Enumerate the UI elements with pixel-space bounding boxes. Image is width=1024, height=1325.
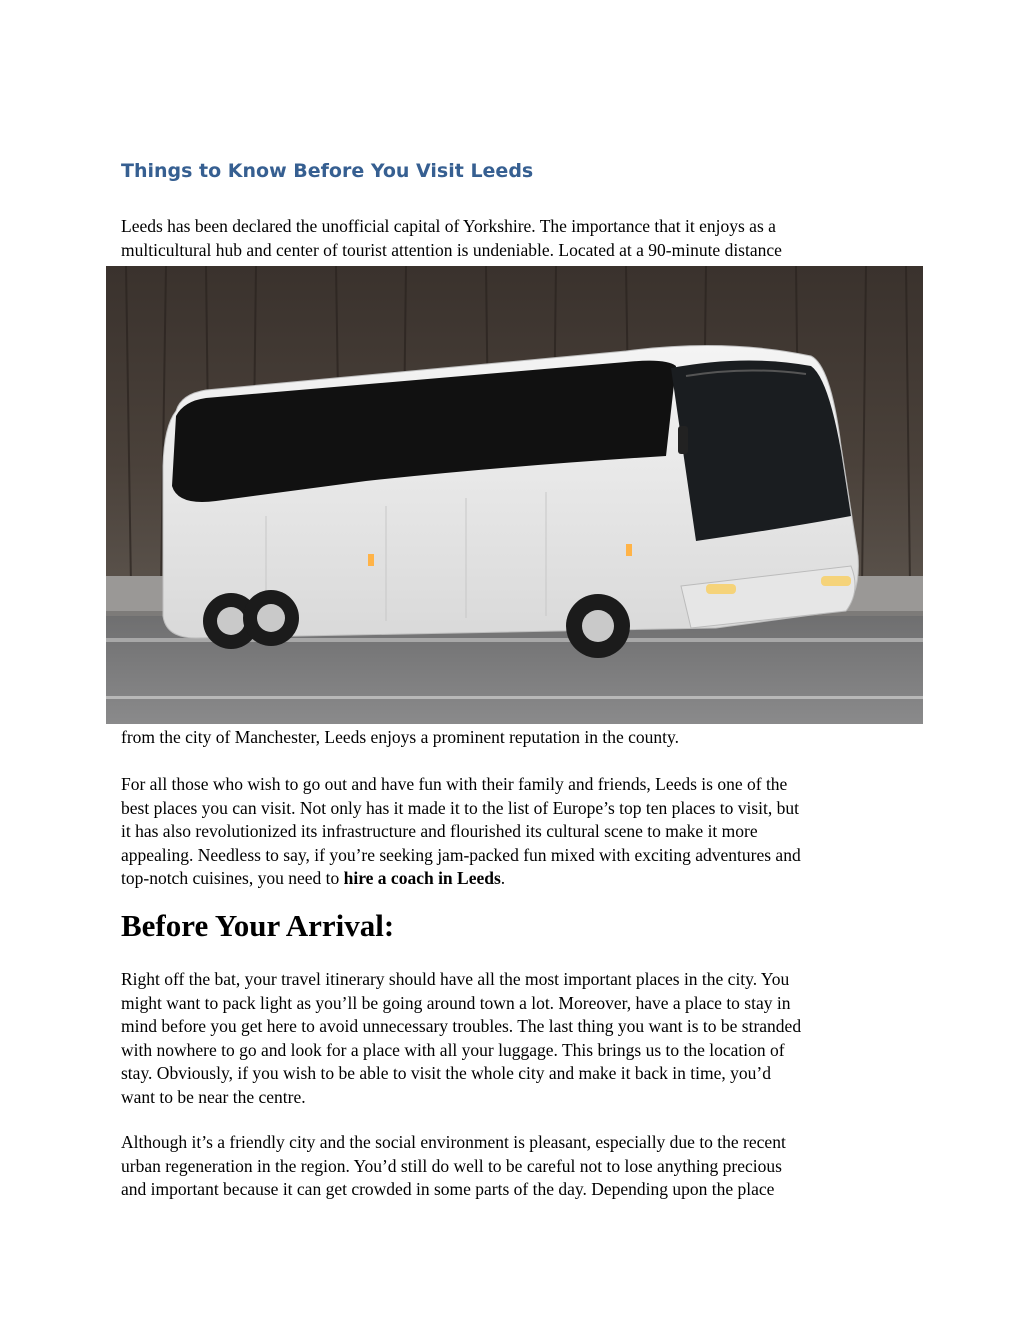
text-line: stay. Obviously, if you wish to be able to visit the whole city and make it back in time, you’d	[121, 1063, 771, 1083]
text-segment: top-notch cuisines, you need to	[121, 868, 344, 888]
paragraph	[121, 1131, 921, 1202]
text-line: appealing. Needless to say, if you’re seeking jam-packed fun mixed with exciting adventures and	[121, 844, 801, 865]
text-line: from the city of Manchester, Leeds enjoys a prominent reputation in the county.	[121, 727, 680, 747]
text-line: it has also revolutionized its infrastructure and flourished its cultural scene to make it more	[121, 821, 758, 841]
text-line: best places you can visit. Not only has it made it to the list of Europe’s top ten places to visit, but	[121, 797, 800, 818]
page-title: Things to Know Before You Visit Leeds	[121, 160, 534, 182]
text-line	[121, 867, 921, 891]
text-line: mind before you get here to avoid unnecessary troubles. The last thing you want is to be stranded	[121, 1016, 802, 1036]
intro-paragraph-continued	[121, 726, 921, 750]
section-heading: Before Your Arrival:	[121, 908, 395, 943]
text-line: Leeds has been declared the unofficial capital of Yorkshire. The importance that it enjoys as a	[121, 216, 776, 236]
paragraph	[121, 773, 921, 891]
text-segment: .	[500, 868, 506, 888]
text-line: urban regeneration in the region. You’d still do well to be careful not to lose anything precious	[121, 1155, 782, 1176]
text-line: might want to pack light as you’ll be going around town a lot. Moreover, have a place to stay in	[121, 992, 791, 1013]
text-line: want to be near the centre.	[121, 1086, 306, 1107]
intro-paragraph	[121, 215, 921, 262]
text-line: For all those who wish to go out and have fun with their family and friends, Leeds is one of the	[121, 774, 788, 794]
text-line: and important because it can get crowded in some parts of the day. Depending upon the place	[121, 1179, 775, 1199]
coach-bus-photo	[106, 266, 923, 724]
paragraph	[121, 968, 921, 1109]
text-line: with nowhere to go and look for a place with all your luggage. This brings us to the location of	[121, 1039, 785, 1060]
text-line: Right off the bat, your travel itinerary should have all the most important places in the city. You	[121, 969, 790, 989]
text-line: Although it’s a friendly city and the social environment is pleasant, especially due to the recent	[121, 1132, 786, 1152]
text-line: multicultural hub and center of tourist attention is undeniable. Located at a 90-minute distance	[121, 239, 782, 260]
hire-coach-link-text: hire a coach in Leeds	[343, 868, 501, 888]
